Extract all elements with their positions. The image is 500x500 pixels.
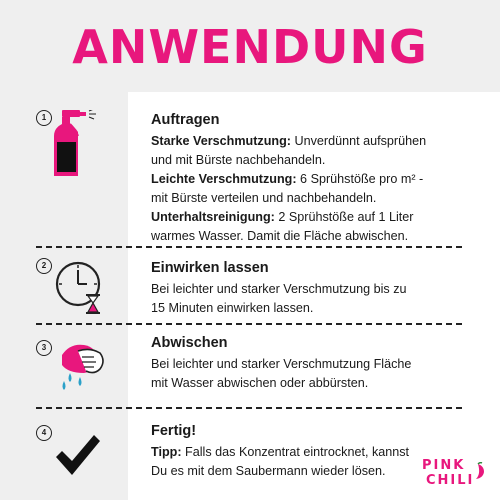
logo-line-1: PINK: [422, 458, 466, 473]
step-content: [151, 260, 491, 318]
pink-chili-logo: [418, 458, 494, 492]
step-line: mit Wasser abwischen oder abbürsten.: [151, 376, 369, 390]
step-content: [151, 335, 491, 393]
cloth-wipe-icon: [56, 337, 108, 395]
page-title: ANWENDUNG: [72, 20, 428, 74]
step-title: Abwischen: [151, 335, 228, 351]
step-line: 15 Minuten einwirken lassen.: [151, 301, 314, 315]
step-number: 4: [36, 425, 52, 441]
step-line: warmes Wasser. Damit die Fläche abwischen.: [151, 229, 409, 243]
chili-icon: [474, 462, 488, 480]
logo-line-2: CHILI: [426, 473, 475, 488]
step-line: Leichte Verschmutzung: 6 Sprühstöße pro m² -: [151, 172, 424, 186]
step-line: Starke Verschmutzung: Unverdünnt aufsprühen: [151, 134, 427, 148]
step-number: 2: [36, 258, 52, 274]
step-line: Du es mit dem Saubermann wieder lösen.: [151, 464, 386, 478]
step-2: [0, 248, 500, 322]
checkmark-icon: [52, 429, 102, 479]
step-line: Bei leichter und starker Verschmutzung bis zu: [151, 282, 407, 296]
step-line: mit Bürste verteilen und nachbehandeln.: [151, 191, 377, 205]
step-line: Tipp: Falls das Konzentrat eintrocknet, kannst: [151, 445, 410, 459]
step-line: Unterhaltsreinigung: 2 Sprühstöße auf 1 Liter: [151, 210, 414, 224]
step-line: Bei leichter und starker Verschmutzung Fläche: [151, 357, 412, 371]
step-content: [151, 112, 491, 246]
step-number: 3: [36, 340, 52, 356]
step-number: 1: [36, 110, 52, 126]
step-title: Einwirken lassen: [151, 260, 269, 276]
step-3: [0, 325, 500, 405]
step-line: und mit Bürste nachbehandeln.: [151, 153, 326, 167]
spray-bottle-icon: [50, 110, 100, 178]
step-title: Auftragen: [151, 112, 220, 128]
step-1: [0, 92, 500, 242]
clock-hourglass-icon: [54, 258, 106, 314]
step-title: Fertig!: [151, 423, 197, 439]
